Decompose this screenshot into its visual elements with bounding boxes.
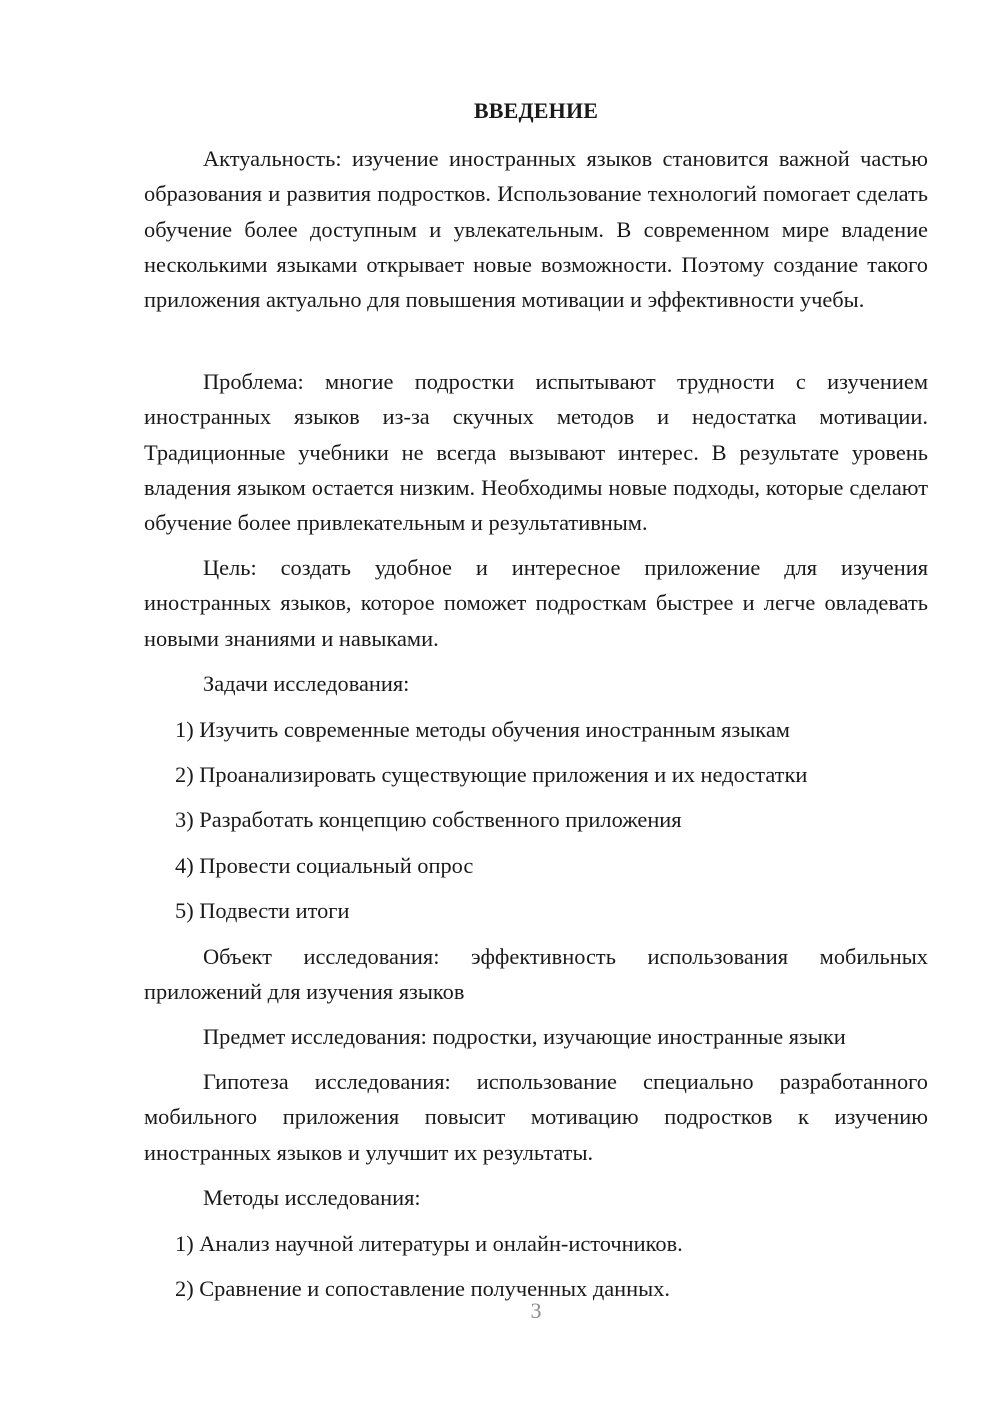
task-item-5: 5) Подвести итоги <box>175 898 350 923</box>
task-item-3: 3) Разработать концепцию собственного приложения <box>175 807 682 832</box>
section-heading: ВВЕДЕНИЕ <box>473 98 599 123</box>
paragraph-goal: Цель: создать удобное и интересное приложение для изучения иностранных языков, которое поможет подросткам быстрее и легче овладевать новыми знаниями и навыками. <box>144 555 928 651</box>
page-number: 3 <box>530 1298 542 1323</box>
task-item-2: 2) Проанализировать существующие приложения и их недостатки <box>175 762 808 787</box>
paragraph-object: Объект исследования: эффективность использования мобильных приложений для изучения языков <box>144 944 928 1005</box>
method-item-1: 1) Анализ научной литературы и онлайн-источников. <box>175 1231 683 1256</box>
methods-title: Методы исследования: <box>203 1185 421 1210</box>
tasks-title: Задачи исследования: <box>203 671 410 696</box>
task-item-1: 1) Изучить современные методы обучения иностранным языкам <box>175 717 790 742</box>
paragraph-relevance: Актуальность: изучение иностранных языков становится важной частью образования и развития подростков. Использование технологий помогает сделать обучение более доступным и увлекательным. В современном мире владение несколькими языками открывает новые возможности. Поэтому создание такого приложения актуально для повышения мотивации и эффективности учебы. <box>144 146 928 313</box>
task-item-4: 4) Провести социальный опрос <box>175 853 474 878</box>
paragraph-hypothesis: Гипотеза исследования: использование специально разработанного мобильного приложения повысит мотивацию подростков к изучению иностранных языков и улучшит их результаты. <box>144 1069 928 1165</box>
paragraph-subject: Предмет исследования: подростки, изучающие иностранные языки <box>203 1024 846 1049</box>
method-item-2: 2) Сравнение и сопоставление полученных данных. <box>175 1276 670 1301</box>
paragraph-problem: Проблема: многие подростки испытывают трудности с изучением иностранных языков из-за скучных методов и недостатка мотивации. Традиционные учебники не всегда вызывают интерес. В результате уровень владения языком остается низким. Необходимы новые подходы, которые сделают обучение более привлекательным и результативным. <box>144 369 928 536</box>
